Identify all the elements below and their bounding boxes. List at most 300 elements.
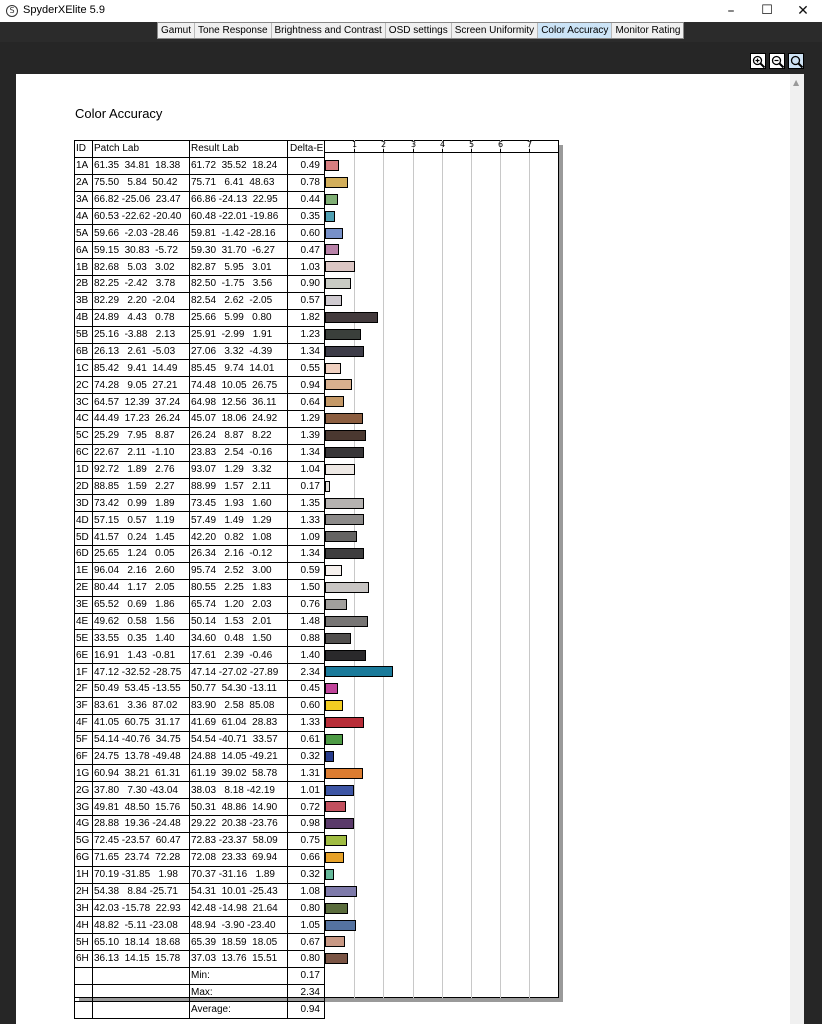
page-title: Color Accuracy xyxy=(75,106,163,121)
row-id: 4C xyxy=(75,411,93,428)
delta-e-bar xyxy=(325,346,364,357)
chart-tick-label: 4 xyxy=(440,140,446,149)
vertical-scrollbar[interactable] xyxy=(790,74,804,1024)
row-id: 5B xyxy=(75,326,93,343)
patch-lab: 49.81 48.50 15.76 xyxy=(93,799,190,816)
zoom-toolbar xyxy=(0,42,822,72)
tab-color-accuracy[interactable]: Color Accuracy xyxy=(538,23,612,38)
table-row xyxy=(75,377,325,394)
row-id: 6B xyxy=(75,343,93,360)
delta-e-bar xyxy=(325,464,355,475)
table-row xyxy=(75,883,325,900)
summary-row xyxy=(75,967,325,984)
table-row xyxy=(75,292,325,309)
table-row xyxy=(75,276,325,293)
patch-lab: 60.94 38.21 61.31 xyxy=(93,765,190,782)
patch-lab: 82.29 2.20 -2.04 xyxy=(93,292,190,309)
table-row xyxy=(75,664,325,681)
patch-lab: 25.65 1.24 0.05 xyxy=(93,546,190,563)
delta-e-value: 0.75 xyxy=(288,832,325,849)
table-row xyxy=(75,849,325,866)
row-id: 2E xyxy=(75,579,93,596)
delta-e-bar xyxy=(325,818,354,829)
summary-row xyxy=(75,1001,325,1018)
delta-e-value: 0.32 xyxy=(288,866,325,883)
delta-e-bar xyxy=(325,734,343,745)
patch-lab: 64.57 12.39 37.24 xyxy=(93,394,190,411)
delta-e-bar xyxy=(325,852,344,863)
delta-e-value: 0.72 xyxy=(288,799,325,816)
patch-lab: 44.49 17.23 26.24 xyxy=(93,411,190,428)
delta-e-bar xyxy=(325,835,347,846)
delta-e-value: 0.47 xyxy=(288,242,325,259)
patch-lab: 83.61 3.36 87.02 xyxy=(93,697,190,714)
tab-monitor-rating[interactable]: Monitor Rating xyxy=(615,25,681,36)
delta-e-bar xyxy=(325,228,343,239)
chart-tick-label: 7 xyxy=(527,140,533,149)
delta-e-value: 1.23 xyxy=(288,326,325,343)
patch-lab: 16.91 1.43 -0.81 xyxy=(93,647,190,664)
chart-gridline xyxy=(469,140,475,998)
chart-gridline xyxy=(381,140,387,998)
table-row xyxy=(75,444,325,461)
table-row xyxy=(75,562,325,579)
table-row xyxy=(75,866,325,883)
row-id: 6F xyxy=(75,748,93,765)
result-lab: 26.24 8.87 8.22 xyxy=(190,427,288,444)
row-id: 2A xyxy=(75,174,93,191)
patch-lab: 59.15 30.83 -5.72 xyxy=(93,242,190,259)
header-result-lab: Result Lab xyxy=(190,141,288,158)
summary-row xyxy=(75,984,325,1001)
result-lab: 54.54 -40.71 33.57 xyxy=(190,731,288,748)
patch-lab: 25.29 7.95 8.87 xyxy=(93,427,190,444)
chart-tick-mark xyxy=(442,149,443,153)
table-row xyxy=(75,360,325,377)
patch-lab: 33.55 0.35 1.40 xyxy=(93,630,190,647)
delta-e-bar xyxy=(325,599,347,610)
row-id: 5D xyxy=(75,529,93,546)
patch-lab: 80.44 1.17 2.05 xyxy=(93,579,190,596)
patch-lab: 50.49 53.45 -13.55 xyxy=(93,681,190,698)
tab-brightness-and-contrast[interactable]: Brightness and Contrast xyxy=(272,23,386,38)
chart-tick-label: 3 xyxy=(411,140,417,149)
row-id: 4A xyxy=(75,208,93,225)
patch-lab: 71.65 23.74 72.28 xyxy=(93,849,190,866)
delta-e-value: 0.60 xyxy=(288,225,325,242)
result-lab: 34.60 0.48 1.50 xyxy=(190,630,288,647)
table-row xyxy=(75,411,325,428)
maximize-button[interactable]: ☐ xyxy=(761,3,773,18)
delta-e-value: 1.29 xyxy=(288,411,325,428)
table-row xyxy=(75,512,325,529)
table-row xyxy=(75,731,325,748)
row-id: 4H xyxy=(75,917,93,934)
row-id: 5C xyxy=(75,427,93,444)
delta-e-value: 0.78 xyxy=(288,174,325,191)
table-row xyxy=(75,832,325,849)
delta-e-value: 1.48 xyxy=(288,613,325,630)
row-id: 1E xyxy=(75,562,93,579)
result-lab: 65.74 1.20 2.03 xyxy=(190,596,288,613)
delta-e-value: 1.35 xyxy=(288,495,325,512)
row-id: 2G xyxy=(75,782,93,799)
chart-gridline xyxy=(527,140,533,998)
result-lab: 23.83 2.54 -0.16 xyxy=(190,444,288,461)
chart-tick-mark xyxy=(471,149,472,153)
row-id: 3A xyxy=(75,191,93,208)
result-lab: 27.06 3.32 -4.39 xyxy=(190,343,288,360)
row-id: 3H xyxy=(75,900,93,917)
color-accuracy-table xyxy=(74,140,325,1019)
delta-e-bar xyxy=(325,295,342,306)
summary-value: 2.34 xyxy=(288,984,325,1001)
result-lab: 80.55 2.25 1.83 xyxy=(190,579,288,596)
delta-e-value: 1.34 xyxy=(288,444,325,461)
patch-lab: 61.35 34.81 18.38 xyxy=(93,157,190,174)
delta-e-value: 0.66 xyxy=(288,849,325,866)
result-lab: 74.48 10.05 26.75 xyxy=(190,377,288,394)
delta-e-bar xyxy=(325,717,364,728)
delta-e-value: 1.09 xyxy=(288,529,325,546)
result-lab: 59.81 -1.42 -28.16 xyxy=(190,225,288,242)
chart-tick-label: 5 xyxy=(469,140,475,149)
close-button[interactable]: ✕ xyxy=(797,3,809,19)
row-id: 2D xyxy=(75,478,93,495)
result-lab: 93.07 1.29 3.32 xyxy=(190,461,288,478)
row-id: 2C xyxy=(75,377,93,394)
zoom-fit-icon xyxy=(790,55,804,69)
delta-e-bar xyxy=(325,177,348,188)
patch-lab: 85.42 9.41 14.49 xyxy=(93,360,190,377)
result-lab: 75.71 6.41 48.63 xyxy=(190,174,288,191)
patch-lab: 42.03 -15.78 22.93 xyxy=(93,900,190,917)
table-row xyxy=(75,579,325,596)
patch-lab: 37.80 7.30 -43.04 xyxy=(93,782,190,799)
patch-lab: 92.72 1.89 2.76 xyxy=(93,461,190,478)
zoom-out-button[interactable] xyxy=(769,53,785,69)
header-patch-lab: Patch Lab xyxy=(93,141,190,158)
table-row xyxy=(75,900,325,917)
delta-e-value: 0.32 xyxy=(288,748,325,765)
patch-lab: 57.15 0.57 1.19 xyxy=(93,512,190,529)
row-id: 5F xyxy=(75,731,93,748)
delta-e-value: 0.17 xyxy=(288,478,325,495)
result-lab: 50.31 48.86 14.90 xyxy=(190,799,288,816)
delta-e-value: 0.98 xyxy=(288,816,325,833)
row-id: 3G xyxy=(75,799,93,816)
delta-e-value: 2.34 xyxy=(288,664,325,681)
delta-e-bar xyxy=(325,616,368,627)
patch-lab: 22.67 2.11 -1.10 xyxy=(93,444,190,461)
patch-lab: 82.68 5.03 3.02 xyxy=(93,259,190,276)
result-lab: 82.50 -1.75 3.56 xyxy=(190,276,288,293)
row-id: 5G xyxy=(75,832,93,849)
tab-osd-settings[interactable]: OSD settings xyxy=(386,23,452,38)
result-lab: 25.91 -2.99 1.91 xyxy=(190,326,288,343)
result-lab: 42.20 0.82 1.08 xyxy=(190,529,288,546)
result-lab: 47.14 -27.02 -27.89 xyxy=(190,664,288,681)
table-row xyxy=(75,630,325,647)
header-delta-e: Delta-E xyxy=(288,141,325,158)
delta-e-value: 0.45 xyxy=(288,681,325,698)
delta-e-bar xyxy=(325,768,363,779)
result-lab: 83.90 2.58 85.08 xyxy=(190,697,288,714)
patch-lab: 65.10 18.14 18.68 xyxy=(93,934,190,951)
delta-e-value: 0.61 xyxy=(288,731,325,748)
delta-e-value: 0.55 xyxy=(288,360,325,377)
table-row xyxy=(75,647,325,664)
scroll-up-icon[interactable]: ▲ xyxy=(793,78,800,87)
delta-e-bar xyxy=(325,531,357,542)
patch-lab: 88.85 1.59 2.27 xyxy=(93,478,190,495)
result-lab: 41.69 61.04 28.83 xyxy=(190,714,288,731)
title-bar xyxy=(0,0,822,22)
summary-label: Average: xyxy=(190,1001,288,1018)
result-lab: 66.86 -24.13 22.95 xyxy=(190,191,288,208)
table-row xyxy=(75,529,325,546)
result-lab: 85.45 9.74 14.01 xyxy=(190,360,288,377)
patch-lab: 48.82 -5.11 -23.08 xyxy=(93,917,190,934)
patch-lab: 41.57 0.24 1.45 xyxy=(93,529,190,546)
delta-e-value: 0.59 xyxy=(288,562,325,579)
delta-e-value: 0.60 xyxy=(288,697,325,714)
delta-e-value: 1.34 xyxy=(288,343,325,360)
chart-gridline xyxy=(411,140,417,998)
result-lab: 26.34 2.16 -0.12 xyxy=(190,546,288,563)
row-id: 6A xyxy=(75,242,93,259)
row-id: 4G xyxy=(75,816,93,833)
row-id: 1B xyxy=(75,259,93,276)
delta-e-value: 0.44 xyxy=(288,191,325,208)
summary-label: Max: xyxy=(190,984,288,1001)
delta-e-bar xyxy=(325,363,341,374)
patch-lab: 82.25 -2.42 3.78 xyxy=(93,276,190,293)
result-lab: 50.77 54.30 -13.11 xyxy=(190,681,288,698)
summary-label: Min: xyxy=(190,967,288,984)
chart-gridline xyxy=(440,140,446,998)
zoom-out-icon xyxy=(771,55,785,69)
row-id: 5A xyxy=(75,225,93,242)
delta-e-value: 1.40 xyxy=(288,647,325,664)
result-lab: 95.74 2.52 3.00 xyxy=(190,562,288,579)
delta-e-value: 1.82 xyxy=(288,309,325,326)
table-row xyxy=(75,714,325,731)
table-row xyxy=(75,242,325,259)
result-lab: 42.48 -14.98 21.64 xyxy=(190,900,288,917)
delta-e-bar xyxy=(325,278,351,289)
row-id: 6D xyxy=(75,546,93,563)
table-row xyxy=(75,681,325,698)
delta-e-bar xyxy=(325,683,338,694)
zoom-in-button[interactable] xyxy=(750,53,766,69)
patch-lab: 36.13 14.15 15.78 xyxy=(93,951,190,968)
patch-lab: 72.45 -23.57 60.47 xyxy=(93,832,190,849)
result-lab: 50.14 1.53 2.01 xyxy=(190,613,288,630)
row-id: 4D xyxy=(75,512,93,529)
delta-e-bar xyxy=(325,903,348,914)
delta-e-bar xyxy=(325,211,335,222)
delta-e-bar xyxy=(325,413,363,424)
result-lab: 72.08 23.33 69.94 xyxy=(190,849,288,866)
result-lab: 73.45 1.93 1.60 xyxy=(190,495,288,512)
delta-e-bar xyxy=(325,498,364,509)
chart-gridline xyxy=(498,140,504,998)
row-id: 6G xyxy=(75,849,93,866)
result-lab: 17.61 2.39 -0.46 xyxy=(190,647,288,664)
summary-value: 0.17 xyxy=(288,967,325,984)
result-lab: 24.88 14.05 -49.21 xyxy=(190,748,288,765)
delta-e-value: 1.03 xyxy=(288,259,325,276)
result-lab: 54.31 10.01 -25.43 xyxy=(190,883,288,900)
delta-e-value: 0.80 xyxy=(288,900,325,917)
table-row xyxy=(75,495,325,512)
delta-e-value: 0.67 xyxy=(288,934,325,951)
delta-e-bar xyxy=(325,936,345,947)
delta-e-value: 1.05 xyxy=(288,917,325,934)
patch-lab: 26.13 2.61 -5.03 xyxy=(93,343,190,360)
delta-e-value: 0.35 xyxy=(288,208,325,225)
patch-lab: 60.53 -22.62 -20.40 xyxy=(93,208,190,225)
delta-e-value: 1.31 xyxy=(288,765,325,782)
table-row xyxy=(75,546,325,563)
header-id: ID xyxy=(75,141,93,158)
delta-e-bar xyxy=(325,160,339,171)
table-row xyxy=(75,917,325,934)
table-row xyxy=(75,225,325,242)
result-lab: 57.49 1.49 1.29 xyxy=(190,512,288,529)
summary-value: 0.94 xyxy=(288,1001,325,1018)
result-lab: 61.72 35.52 18.24 xyxy=(190,157,288,174)
row-id: 2H xyxy=(75,883,93,900)
delta-e-bar xyxy=(325,666,393,677)
delta-e-value: 0.57 xyxy=(288,292,325,309)
zoom-fit-button[interactable] xyxy=(788,53,804,69)
result-lab: 82.87 5.95 3.01 xyxy=(190,259,288,276)
delta-e-value: 1.39 xyxy=(288,427,325,444)
delta-e-bar xyxy=(325,481,330,492)
window-title: SpyderXElite 5.9 xyxy=(23,4,105,16)
report-tabs xyxy=(157,22,684,39)
row-id: 1C xyxy=(75,360,93,377)
patch-lab: 75.50 5.84 50.42 xyxy=(93,174,190,191)
result-lab: 70.37 -31.16 1.89 xyxy=(190,866,288,883)
delta-e-bar xyxy=(325,396,344,407)
table-row xyxy=(75,208,325,225)
patch-lab: 49.62 0.58 1.56 xyxy=(93,613,190,630)
delta-e-bar xyxy=(325,650,366,661)
table-row xyxy=(75,934,325,951)
patch-lab: 24.89 4.43 0.78 xyxy=(93,309,190,326)
delta-e-bar xyxy=(325,801,346,812)
minimize-button[interactable]: – xyxy=(727,3,735,19)
row-id: 3F xyxy=(75,697,93,714)
patch-lab: 96.04 2.16 2.60 xyxy=(93,562,190,579)
delta-e-bar xyxy=(325,886,357,897)
delta-e-bar xyxy=(325,920,356,931)
delta-e-bar xyxy=(325,379,352,390)
row-id: 3E xyxy=(75,596,93,613)
delta-e-value: 1.08 xyxy=(288,883,325,900)
result-lab: 72.83 -23.37 58.09 xyxy=(190,832,288,849)
patch-lab: 66.82 -25.06 23.47 xyxy=(93,191,190,208)
row-id: 6E xyxy=(75,647,93,664)
patch-lab: 47.12 -32.52 -28.75 xyxy=(93,664,190,681)
row-id: 3D xyxy=(75,495,93,512)
table-row xyxy=(75,461,325,478)
row-id: 4E xyxy=(75,613,93,630)
table-row xyxy=(75,816,325,833)
table-row xyxy=(75,309,325,326)
row-id: 2B xyxy=(75,276,93,293)
row-id: 2F xyxy=(75,681,93,698)
delta-e-bar xyxy=(325,194,338,205)
delta-e-bar-chart xyxy=(325,140,559,998)
table-row xyxy=(75,394,325,411)
table-row xyxy=(75,748,325,765)
summary-empty xyxy=(75,967,93,984)
delta-e-value: 0.49 xyxy=(288,157,325,174)
result-lab: 88.99 1.57 2.11 xyxy=(190,478,288,495)
tab-screen-uniformity[interactable]: Screen Uniformity xyxy=(452,23,538,38)
row-id: 5H xyxy=(75,934,93,951)
table-row xyxy=(75,427,325,444)
row-id: 1A xyxy=(75,157,93,174)
delta-e-bar xyxy=(325,582,369,593)
patch-lab: 25.16 -3.88 2.13 xyxy=(93,326,190,343)
zoom-in-icon xyxy=(752,55,766,69)
result-lab: 38.03 8.18 -42.19 xyxy=(190,782,288,799)
tab-gamut[interactable]: Gamut xyxy=(158,23,195,38)
table-row xyxy=(75,478,325,495)
row-id: 4F xyxy=(75,714,93,731)
delta-e-bar xyxy=(325,514,364,525)
patch-lab: 70.19 -31.85 1.98 xyxy=(93,866,190,883)
delta-e-bar xyxy=(325,244,339,255)
result-lab: 48.94 -3.90 -23.40 xyxy=(190,917,288,934)
row-id: 1F xyxy=(75,664,93,681)
delta-e-bar xyxy=(325,565,342,576)
row-id: 3B xyxy=(75,292,93,309)
chart-tick-mark xyxy=(500,149,501,153)
chart-tick-mark xyxy=(354,149,355,153)
delta-e-bar xyxy=(325,869,334,880)
tab-tone-response[interactable]: Tone Response xyxy=(195,23,272,38)
chart-tick-mark xyxy=(529,149,530,153)
summary-empty xyxy=(75,1001,93,1018)
table-header-row xyxy=(75,141,325,158)
row-id: 1G xyxy=(75,765,93,782)
summary-empty xyxy=(93,984,190,1001)
table-row xyxy=(75,596,325,613)
patch-lab: 28.88 19.36 -24.48 xyxy=(93,816,190,833)
delta-e-value: 1.34 xyxy=(288,546,325,563)
app-logo-icon: S xyxy=(6,5,18,17)
result-lab: 61.19 39.02 58.78 xyxy=(190,765,288,782)
table-row xyxy=(75,326,325,343)
patch-lab: 54.14 -40.76 34.75 xyxy=(93,731,190,748)
table-row xyxy=(75,799,325,816)
result-lab: 82.54 2.62 -2.05 xyxy=(190,292,288,309)
result-lab: 64.98 12.56 36.11 xyxy=(190,394,288,411)
chart-tick-mark xyxy=(383,149,384,153)
delta-e-bar xyxy=(325,785,354,796)
result-lab: 59.30 31.70 -6.27 xyxy=(190,242,288,259)
result-lab: 25.66 5.99 0.80 xyxy=(190,309,288,326)
patch-lab: 73.42 0.99 1.89 xyxy=(93,495,190,512)
delta-e-bar xyxy=(325,953,348,964)
table-row xyxy=(75,191,325,208)
